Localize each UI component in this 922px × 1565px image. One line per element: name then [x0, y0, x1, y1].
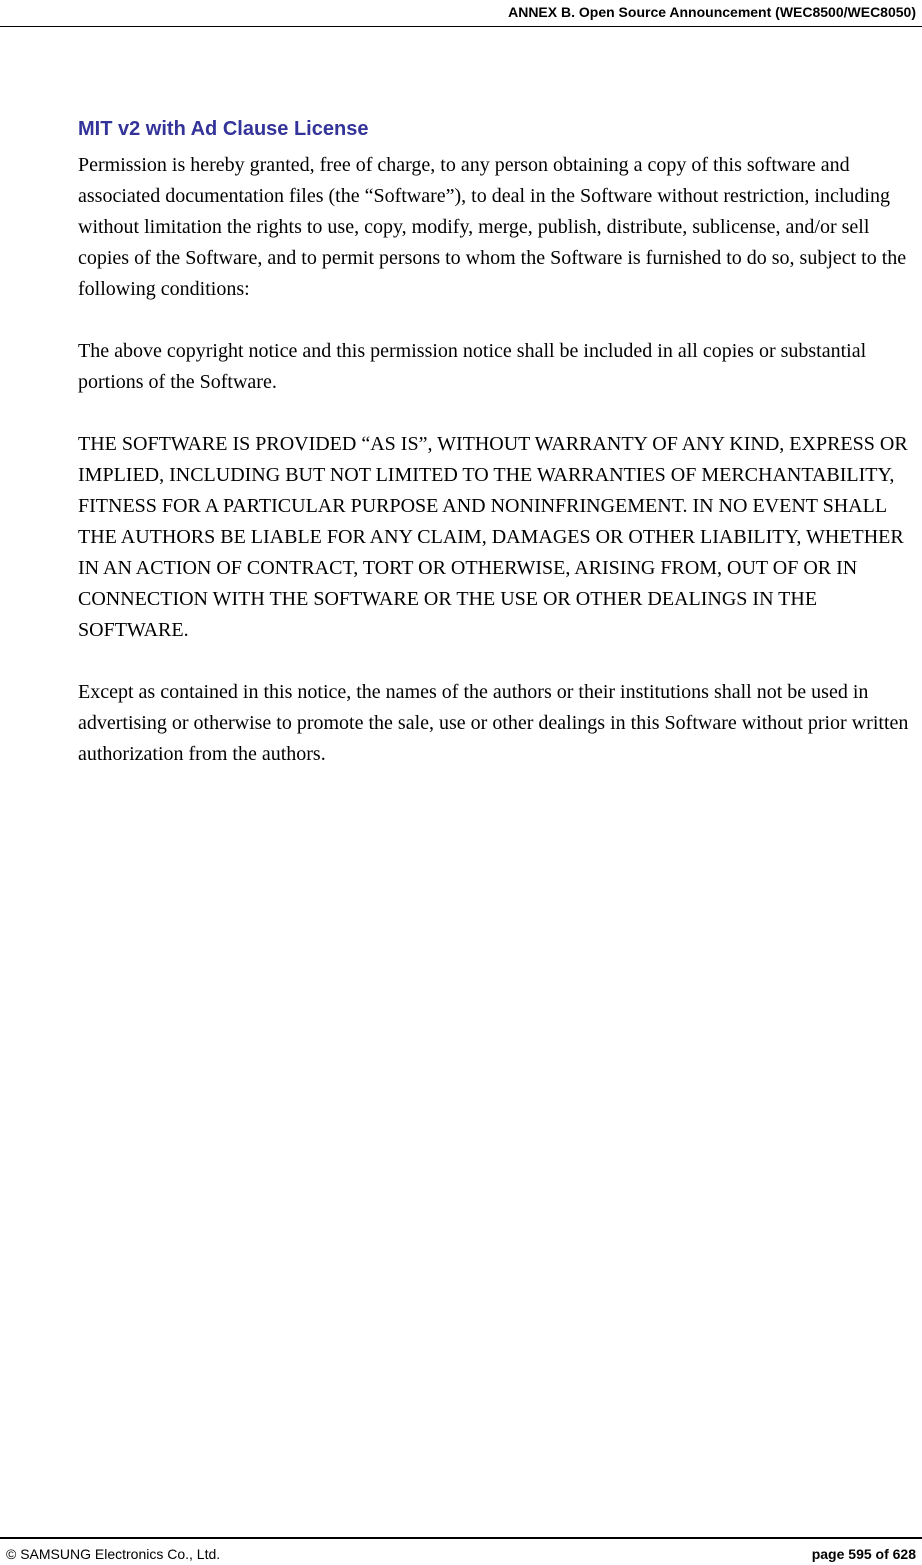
section-title: MIT v2 with Ad Clause License: [78, 118, 369, 140]
footer-page-number: page 595 of 628: [811, 1546, 916, 1562]
paragraph-warranty-disclaimer: THE SOFTWARE IS PROVIDED “AS IS”, WITHOUT WARRANTY OF ANY KIND, EXPRESS OR IMPLIED, INCLUDING BUT NOT LIMITED TO THE WARRANTIES OF MERCHANTABILITY, FITNESS FOR A PARTICULAR PURPOSE AND NONINFRINGEMENT. IN NO EVENT SHALL THE AUTHORS BE LIABLE FOR ANY CLAIM, DAMAGES OR OTHER LIABILITY, WHETHER IN AN ACTION OF CONTRACT, TORT OR OTHERWISE, ARISING FROM, OUT OF OR IN CONNECTION WITH THE SOFTWARE OR THE USE OR OTHER DEALINGS IN THE SOFTWARE.: [78, 433, 908, 641]
license-body: [78, 150, 914, 801]
paragraph-permission: Permission is hereby granted, free of charge, to any person obtaining a copy of this software and associated documentation files (the “Software”), to deal in the Software without restriction, including without limitation the rights to use, copy, modify, merge, publish, distribute, sublicense, and/or sell copies of the Software, and to permit persons to whom the Software is furnished to do so, subject to the following conditions:: [78, 154, 907, 300]
paragraph-advertising-clause: Except as contained in this notice, the names of the authors or their institutions shall not be used in advertising or otherwise to promote the sale, use or other dealings in this Software without prior written authorization from the authors.: [78, 681, 909, 765]
footer-copyright: © SAMSUNG Electronics Co., Ltd.: [6, 1546, 221, 1562]
page-header: [0, 0, 922, 27]
paragraph-copyright-notice: The above copyright notice and this permission notice shall be included in all copies or substantial portions of the Software.: [78, 340, 867, 393]
page-footer: [0, 1537, 922, 1565]
header-title: ANNEX B. Open Source Announcement (WEC8500/WEC8050): [508, 4, 916, 20]
